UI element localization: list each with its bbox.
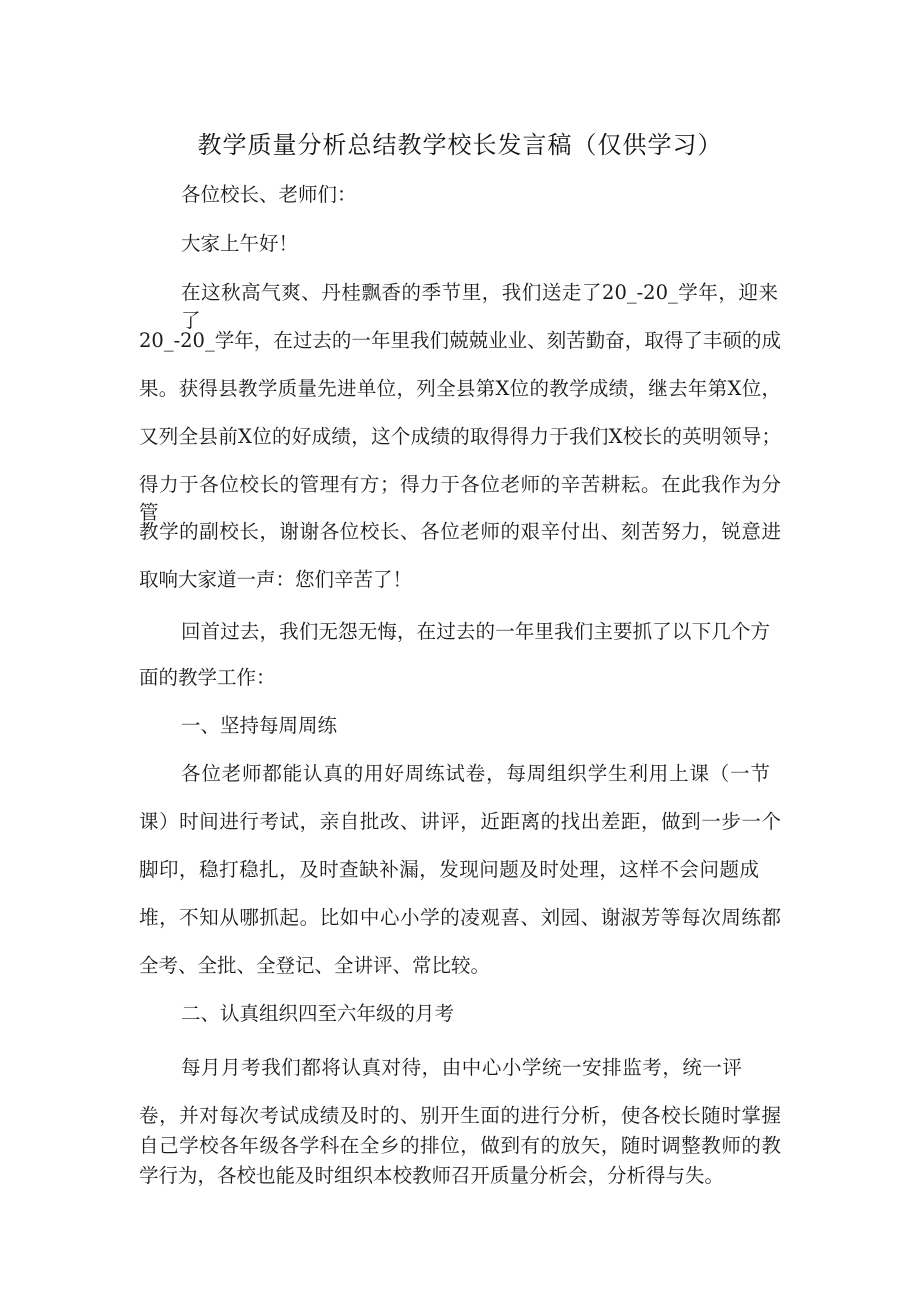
body-line: 果。获得县教学质量先进单位，列全县第X位的教学成绩，继去年第X位，: [139, 377, 781, 400]
body-line: 得力于各位校长的管理有方；得力于各位老师的辛苦耕耘。在此我作为分管: [139, 473, 781, 524]
body-line: 取响大家道一声：您们辛苦了！: [139, 568, 413, 591]
body-line: 课）时间进行考试，亲自批改、讲评，近距离的找出差距，做到一步一个: [139, 810, 781, 833]
body-line: 回首过去，我们无怨无悔，在过去的一年里我们主要抓了以下几个方: [181, 620, 770, 643]
body-line: 脚印，稳打稳扎，及时查缺补漏，发现问题及时处理，这样不会问题成: [139, 858, 759, 881]
body-line: 自己学校各年级各学科在全乡的排位，做到有的放矢，随时调整教师的教: [139, 1134, 781, 1157]
body-line: 各位老师都能认真的用好周练试卷，每周组织学生利用上课（一节: [181, 762, 770, 785]
document-title: 教学质量分析总结教学校长发言稿（仅供学习）: [197, 131, 723, 159]
body-line: 又列全县前X位的好成绩，这个成绩的取得得力于我们X校长的英明领导；: [139, 425, 781, 448]
greeting: 大家上午好！: [181, 232, 299, 255]
body-line: 每月月考我们都将认真对待，由中心小学统一安排监考，统一评: [181, 1056, 742, 1079]
body-line: 在这秋高气爽、丹桂飘香的季节里，我们送走了20_-20_学年，迎来了: [181, 281, 778, 332]
body-line: 面的教学工作：: [139, 666, 276, 689]
section-heading-2: 二、认真组织四至六年级的月考: [181, 1002, 455, 1025]
body-line: 全考、全批、全登记、全讲评、常比较。: [139, 954, 491, 977]
body-line: 教学的副校长，谢谢各位校长、各位老师的艰辛付出、刻苦努力，锐意进: [139, 520, 781, 543]
body-line: 20_-20_学年，在过去的一年里我们兢兢业业、刻苦勤奋，取得了丰硕的成: [139, 329, 781, 352]
body-line: 卷，并对每次考试成绩及时的、别开生面的进行分析，使各校长随时掌握: [139, 1104, 781, 1127]
body-line: 学行为，各校也能及时组织本校教师召开质量分析会，分析得与失。: [139, 1164, 725, 1187]
section-heading-1: 一、坚持每周周练: [181, 714, 338, 737]
salutation: 各位校长、老师们：: [181, 183, 357, 206]
body-line: 堆，不知从哪抓起。比如中心小学的凌观喜、刘园、谢淑芳等每次周练都: [139, 906, 781, 929]
